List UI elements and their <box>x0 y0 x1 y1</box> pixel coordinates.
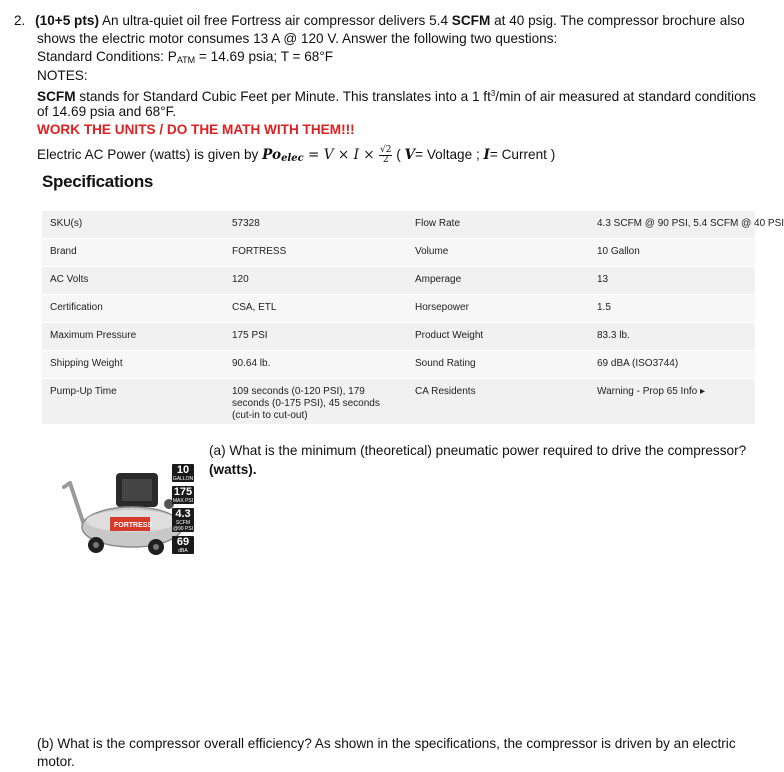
badge-gallon-value: 10 <box>176 464 190 476</box>
legend-i: I <box>483 147 490 163</box>
spec-value: 4.3 SCFM @ 90 PSI, 5.4 SCFM @ 40 PSI <box>589 211 755 239</box>
compressor-brand-text: FORTRESS <box>114 522 153 529</box>
spec-label: Product Weight <box>407 323 589 351</box>
spec-value: FORTRESS <box>224 239 407 267</box>
badge-gallon <box>172 464 194 482</box>
spec-value: 109 seconds (0-120 PSI), 179 seconds (0-175 PSI), 45 seconds (cut-in to cut-out) <box>224 379 407 425</box>
spec-value: 175 PSI <box>224 323 407 351</box>
spec-value: 83.3 lb. <box>589 323 755 351</box>
spec-value: 13 <box>589 267 755 295</box>
spec-label: Volume <box>407 239 589 267</box>
spec-label: Amperage <box>407 267 589 295</box>
legend-v-text: = Voltage ; <box>415 147 484 162</box>
scfm-definition-line-2: of 14.69 psia and 68°F. <box>37 104 177 119</box>
legend-open: ( <box>392 147 405 162</box>
spec-badges <box>172 464 196 558</box>
spec-value: 10 Gallon <box>589 239 755 267</box>
spec-value: 57328 <box>224 211 407 239</box>
part-a-units <box>209 461 257 478</box>
work-units-text: WORK THE UNITS / DO THE MATH WITH THEM!!! <box>37 122 355 137</box>
compressor-motor-fins <box>122 479 152 501</box>
frac-denominator: 2 <box>382 154 389 165</box>
standard-conditions <box>37 48 333 69</box>
scfm-def-term: SCFM <box>37 89 76 104</box>
spec-label: CA Residents <box>407 379 589 425</box>
spec-label: Flow Rate <box>407 211 589 239</box>
spec-label: Sound Rating <box>407 351 589 379</box>
power-lhs-sub: elec <box>281 153 304 164</box>
spec-label: AC Volts <box>42 267 224 295</box>
legend-i-text: = Current ) <box>489 147 556 162</box>
spec-row <box>42 351 755 379</box>
scfm-term: SCFM <box>451 13 491 28</box>
spec-row <box>42 323 755 351</box>
spec-value: 1.5 <box>589 295 755 323</box>
part-a-question: (a) What is the minimum (theoretical) pneumatic power required to drive the compressor? <box>209 443 747 458</box>
badge-dba-value: 69 <box>176 536 190 548</box>
spec-label: Brand <box>42 239 224 267</box>
spec-label: Horsepower <box>407 295 589 323</box>
frac-numerator: √2 <box>379 144 392 155</box>
badge-scfm-unit: SCFM @90 PSI <box>172 520 194 532</box>
question-text-end: at 40 psig. The compressor brochure also <box>490 13 745 28</box>
spec-row <box>42 211 755 239</box>
part-b-question-line-2: motor. <box>37 754 75 769</box>
specifications-title: Specifications <box>42 172 154 191</box>
question-number: 2. <box>14 13 26 28</box>
std-prefix: Standard Conditions: P <box>37 49 177 64</box>
cube-superscript: 3 <box>490 89 496 98</box>
compressor-wheel-hub-left <box>93 542 99 548</box>
spec-label: SKU(s) <box>42 211 224 239</box>
spec-value: 69 dBA (ISO3744) <box>589 351 755 379</box>
scfm-definition <box>37 85 756 105</box>
badge-dba-unit: dBA <box>178 548 188 554</box>
badge-scfm <box>172 508 194 532</box>
spec-value: CSA, ETL <box>224 295 407 323</box>
badge-dba <box>172 536 194 554</box>
spec-label: Maximum Pressure <box>42 323 224 351</box>
badge-gallon-unit: GALLON <box>172 476 194 482</box>
spec-row <box>42 379 755 425</box>
spec-label: Shipping Weight <box>42 351 224 379</box>
power-formula <box>37 144 555 170</box>
spec-label: Certification <box>42 295 224 323</box>
spec-value: 90.64 lb. <box>224 351 407 379</box>
std-sub: ATM <box>176 55 196 65</box>
question-line-1 <box>14 12 745 29</box>
std-rest: = 14.69 psia; T = 68°F <box>195 49 334 64</box>
legend-v: V <box>404 147 416 163</box>
spec-row <box>42 295 755 323</box>
prop65-warning-link[interactable]: Warning - Prop 65 Info ▸ <box>589 379 755 425</box>
spec-value: 120 <box>224 267 407 295</box>
question-text: An ultra-quiet oil free Fortress air compressor delivers 5.4 <box>98 13 452 28</box>
specifications-table <box>42 210 784 424</box>
scfm-def-end: /min of air measured at standard conditions <box>495 89 756 104</box>
compressor-wheel-hub-right <box>153 544 159 550</box>
spec-row <box>42 239 755 267</box>
power-rhs: = V × I × <box>303 147 379 163</box>
badge-max-psi <box>172 486 194 504</box>
notes-label: NOTES: <box>37 68 88 83</box>
sqrt2-fraction <box>379 146 392 165</box>
badge-scfm-value: 4.3 <box>175 508 191 520</box>
part-a-units-text: (watts). <box>209 462 257 477</box>
badge-max-psi-value: 175 <box>173 486 193 498</box>
badge-max-psi-unit: MAX PSI <box>172 498 194 504</box>
spec-row <box>42 267 755 295</box>
part-b-question: (b) What is the compressor overall efficiency? As shown in the specifications, the compressor is driven by an electric <box>37 736 736 751</box>
spec-label: Pump-Up Time <box>42 379 224 425</box>
question-line-2: shows the electric motor consumes 13 A @ 120 V. Answer the following two questions: <box>37 31 558 46</box>
scfm-def-text: stands for Standard Cubic Feet per Minute. This translates into a 1 ft <box>75 89 491 104</box>
question-points: (10+5 pts) <box>35 13 99 28</box>
work-units-warning <box>37 121 355 138</box>
power-lhs: Po <box>262 147 282 163</box>
power-prefix: Electric AC Power (watts) is given by <box>37 147 263 162</box>
